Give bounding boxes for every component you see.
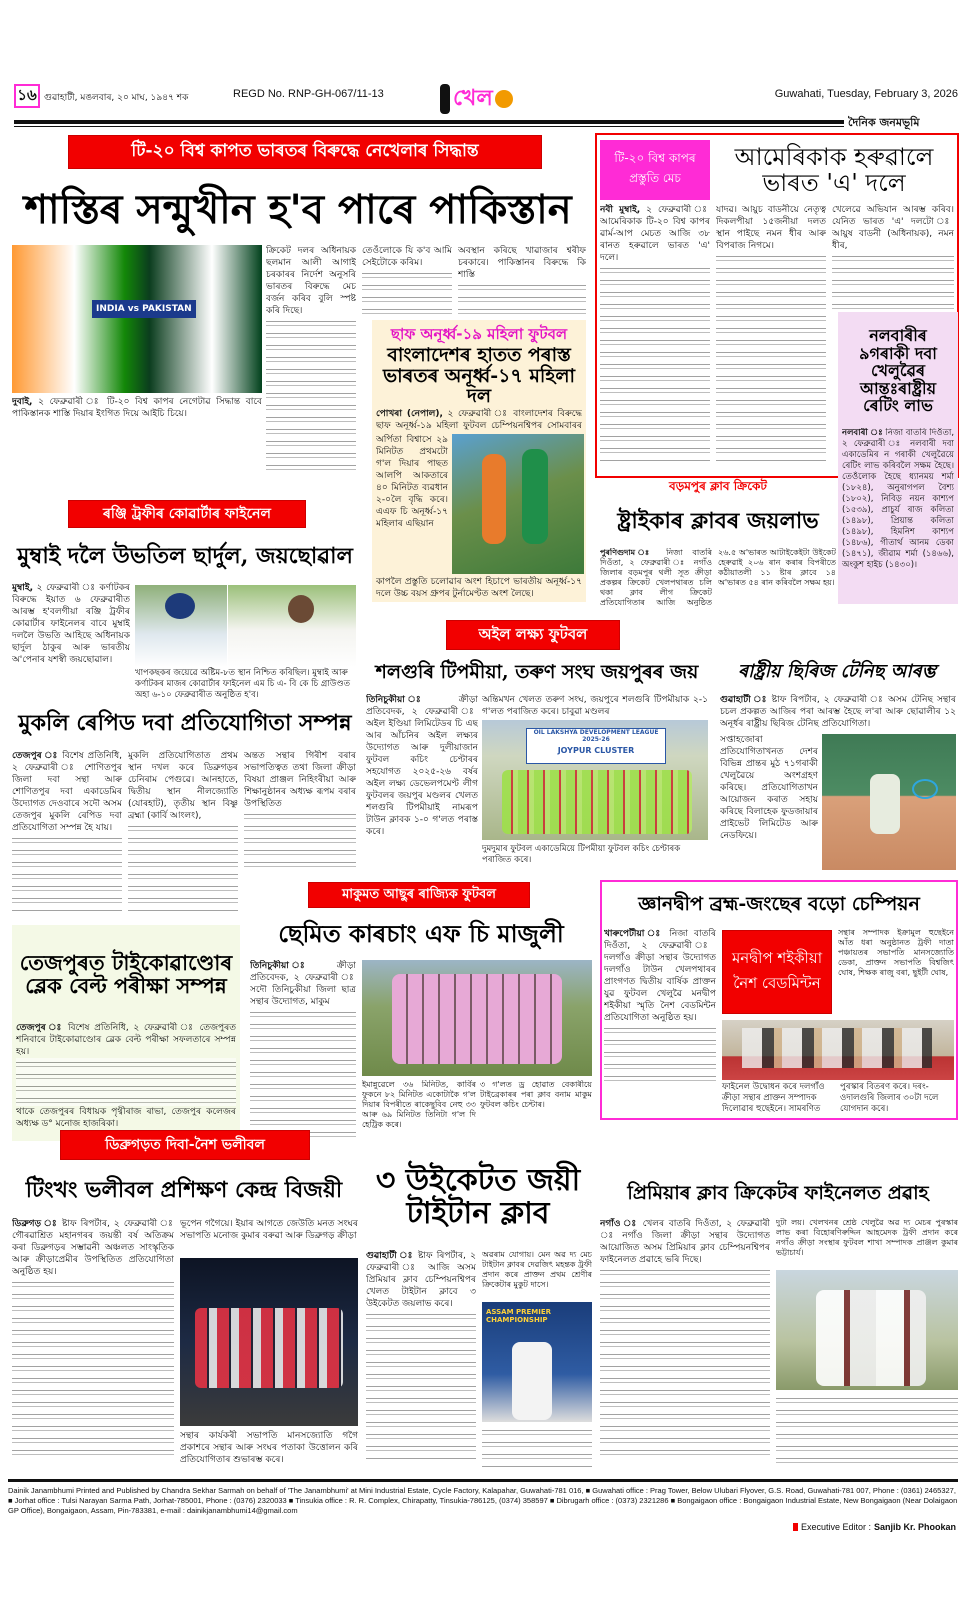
players-group — [742, 1028, 932, 1068]
lead-text: ষ্টাফ ৰিপৰ্টাৰ, ২ ফেব্ৰুৱাৰী ঃ আজি অসম প্ৰিমিয়াৰ ক্লাব চেম্পিয়নশ্বিপৰ খেলত টাইটান ক্লাবে ৩ উইকেটত জয়লাভ কৰে। — [366, 1251, 476, 1309]
shardul-photo — [228, 585, 356, 667]
oil-kicker: অইল লক্ষ্য ফুটবল — [446, 620, 620, 650]
gyandeep-sidebox: মনদ্বীপ শইকীয়া নৈশ বেডমিন্টন — [722, 930, 832, 1014]
dateline: নগাঁও ঃ — [600, 1219, 639, 1229]
header-rule-thin — [14, 126, 844, 127]
editor-name: Sanjib Kr. Phookan — [873, 1522, 956, 1532]
body-text: খেলেৱে অভিযান আৰম্ভ কৰিব। যেনিত ভাৰত 'এ' দলটো ঃ আয়ুষ বাডনী (অধিনায়ক), নমন ধীৰ, — [832, 205, 954, 251]
lead-text: ২ ফেব্ৰুৱাৰী ঃ আমেৰিকাক টি-২০ বিশ্ব কাপৰ ৱাৰ্ম-আপ মেচত আজি ৩৮ ৰানত হৰুৱালে ভাৰত 'এ' দলে। — [600, 205, 710, 263]
usa-col3 — [832, 204, 954, 310]
player-orange — [482, 454, 506, 544]
lead-text: নিজা বাতৰি দিওঁতা, ২ ফেব্ৰুৱাৰী ঃ দলগাঁও ক্ৰীড়া সন্থাৰ উদ্যোগত দলগাঁও টাউন খেলপথাৰৰ প্ৰাংগণত দ্বিতীয় বাৰ্ষিক প্ৰাক্তন যুৱ ফুটবল খেলুৱৈ মনদ্বীপ শইকীয়া স্মৃতি নৈশ বেডমিন্টন প্ৰতিযোগিতা অনুষ্ঠিত হয়। — [604, 929, 716, 1023]
editor-label: Executive Editor : — [800, 1522, 871, 1532]
dibrugarh-kicker: ডিব্ৰুগড়ত দিবা-নৈশ ভলীবল — [60, 1130, 310, 1160]
makum-team-photo — [362, 960, 592, 1076]
titan-col1 — [366, 1250, 476, 1470]
gyandeep-col2: সন্থাৰ সম্পাদক ইক্ৰামুল হুছেইনে আঁত ধৰা অনুষ্ঠানত ট্ৰফী দাতা পঞ্চায়তৰ সভাপতি মানসজ্যোতি ডেকা, প্ৰাক্তন সভাপতি বিশ্বজিৎ ঘোষ, শিক্ষক ৰাজু বৰা, ছুইটী ঘোষ, — [838, 928, 954, 977]
lead-text: ক্ৰীড়া প্ৰতিবেদক, ২ ফেব্ৰুৱাৰী ঃ অইল ইণ্ডিয়া লিমিটেডৰ চি এছ আৰ আঁচনিৰ অইল লক্ষ্যৰ উদ্যোগত আৰু দুলীয়াজান ফুটবল কচিং চেণ্টাৰৰ সহযোগত ২০২৫-২৬ বৰ্ষৰ অইল লক্ষ্য ডেভেলপমেণ্ট লীগ ফুটবলৰ জয়পুৰ মণ্ডলৰ খেলত শলগুৰি টিপমীয়াই নামৰূপ টাউন ক্লাবক ১-০ গ'লত পৰাস্ত কৰে। — [366, 695, 478, 837]
usa-kicker: টি-২০ বিশ্ব কাপৰ প্ৰস্তুতি মেচ — [600, 140, 710, 200]
body-text: থাকে তেজপুৰৰ বিধায়ক পৃথ্বীৰাজ ৰাভা, তেজপুৰ কলেজৰ অধ্যক্ষ ড° মনোজ হাজৰিকা। — [16, 1107, 236, 1129]
lead-text: ২ ফেব্ৰুৱাৰী ঃ টি-২০ বিশ্ব কাপৰ নেগেটাৱ সিদ্ধান্ত বাবে পাকিস্তানক শাস্তি দিয়াৰ ইংগিত দিয়ে আইচি চিয়ে। — [12, 397, 262, 419]
league-banner-title: OIL LAKSHYA DEVELOPMENT LEAGUE 2025-26 — [533, 729, 659, 743]
player-head — [288, 595, 314, 623]
imprint-line: Dainik Janambhumi Printed and Published by Chandra Sekhar Sarmah on behalf of 'The Janambhumi' at Mini Industrial Estate, Cycle Factory, Kalapahar, Guwahati-781 016, ■ Guwahati office : Prag Tower, Below Ulubari Flyover, G.S. Road, Guwahati-781 007, Phone : (0361) 2465327, ■ Jorhat office : Tulsi Narayan Sarma Path, Jorhat-785001, Phone : (0376) 2320033 ■ Tinsukia office : R. R. Complex, Chirapatty, Tinsukia-786125, (0374) 358597 ■ Dibrugarh office : (0373) 2321286 ■ Bongaigaon office : Bongaigaon Industrial Estate, New Bongaigaon (Near Dolaigaon GP Office), Bongaigaon, Assam, Pin-783381, e-mail : dainikjanambhumi14@gmail.com — [8, 1486, 958, 1515]
saff-foot: কাপলৈ প্ৰস্তুতি চলোৱাৰ অংশ হিচাপে ভাৰতীয় অনূৰ্ধ্ব-১৭ দলে উচ্চ বয়স গ্ৰুপৰ টুৰ্নামেণ্টত অংশ লৈছে। — [376, 577, 582, 599]
boramgaon-headline[interactable]: ষ্ট্ৰাইকাৰ ক্লাবৰ জয়লাভ — [617, 507, 819, 534]
dateline: তিনিচুকীয়া ঃ — [250, 961, 320, 971]
dateline: নবী মুম্বাই, — [600, 205, 641, 215]
pak-kicker-banner: টি-২০ বিশ্ব কাপত ভাৰতৰ বিৰুদ্ধে নেখেলাৰ সিদ্ধান্ত — [68, 135, 542, 169]
red-square-icon — [793, 1523, 798, 1531]
titan-col2-text — [482, 1426, 592, 1470]
dateline: তিনিচুকীয়া ঃ — [366, 695, 439, 705]
gyandeep-foot2: পুৰস্কাৰ বিতৰণ কৰে। দৰং-ওদালগুৰি জিলাৰ ৩০টা দলে যোগদান কৰে। — [840, 1082, 939, 1114]
body-text: মুকলি প্ৰতিযোগিতাত প্ৰথম স্থান দখল কৰে ডিব্ৰুগড়ৰ চেনিৰাম পেগুৱে। আনহাতে, দ্বিতীয় স্থান নীলজ্যোতি (যোৰহাট), তৃতীয় স্থান বিষ্ণু ব্ৰহ্মা (কাৰ্বি আংলং), — [128, 751, 238, 821]
cricketer-icon — [440, 84, 450, 114]
dateline: পুৰণিগুদাম ঃ — [600, 548, 657, 557]
pak-body-col2 — [266, 245, 356, 471]
lead-text: ক্ৰীড়া প্ৰতিবেদক, ২ ফেব্ৰুৱাৰী ঃ সদৌ তিনিচুকীয়া জিলা ছাত্ৰ সন্থাৰ উদ্যোগত, মাকুম — [250, 961, 356, 1007]
body-text: তেওঁলোকে যি ক'ব আমি সেইটোকে কৰিম। — [362, 246, 452, 268]
khel-section-logo — [440, 82, 530, 116]
pak-headline[interactable]: শাস্তিৰ সন্মুখীন হ'ব পাৰে পাকিস্তান — [24, 186, 572, 233]
dibrugarh-col1 — [12, 1218, 174, 1470]
chess-col2 — [128, 750, 238, 922]
body-text: ক্ৰিকেট দলৰ অধিনায়ক ছলমান আলী আগাই চৰকাৰৰ নিৰ্দেশ অনুসৰি ভাৰতৰ বিৰুদ্ধে মেচ বৰ্জন কৰিব বুলি স্পষ্ট কৰি দিছে। — [266, 246, 356, 316]
registration-number: REGD No. RNP-GH-067/11-13 — [233, 88, 384, 100]
saff-side: অৰ্পিতা বিশ্বাসে ২৯ মিনিটত প্ৰথমটো গ'ল দিয়াৰ পাছত আলপি আকতাৰে ৪০ মিনিটত ব্যৱধান ২-০লৈ বৃদ্ধি কৰে। এএফ চি অনূৰ্ধ্ব-১৭ মহিলাৰ এছিয়ান — [376, 435, 448, 529]
oil-col1 — [366, 694, 478, 866]
pak-body-col1 — [12, 396, 262, 472]
dibrugarh-col2: ভূপেন গগৈয়ে। ইয়াৰ আগতে জেউতি মনত সংঘৰ সভাপতি মনোজ কুমাৰ বৰুৱা আৰু ডিব্ৰুগড় ক্ৰীড়া — [180, 1219, 358, 1241]
titan-award-photo — [482, 1302, 592, 1422]
boramgaon-kicker: বড়মপুৰ ক্লাব ক্ৰিকেট — [669, 479, 767, 494]
makum-kicker: মাকুমত আছুৰ ৰাজ্যিক ফুটবল — [308, 882, 530, 908]
premier-col2: দুটা লয়। খেলখনৰ শ্ৰেষ্ঠ খেলুৱৈ অৱ দ্য মেচৰ পুৰস্কাৰ লাভ কৰা বিহোৰণিৰুদ্দিন আহমেদক ট্ৰফী প্ৰদান কৰে নগাঁও ক্ৰীড়া সংস্থাৰ ফুটবল শাখা সম্পাদক প্ৰাঞ্জল কুমাৰ ভট্টাচাৰ্য। — [776, 1218, 958, 1257]
jaiswal-photo — [135, 585, 227, 667]
titan-col2: অৱৰাম যোগায়। মেন অৱ দ্য মেচ টাইটান ক্লাবৰ দেৱজিৎ মহন্তক ট্ৰফী প্ৰদান কৰে প্ৰাক্তন প্ৰথম শ্ৰেণীৰ ক্ৰিকেটাৰ মুকুট দাসে। — [482, 1250, 592, 1289]
dateline: মুম্বাই, — [12, 583, 34, 593]
player-body — [870, 774, 900, 834]
dateline: তেজপুৰ ঃ — [12, 751, 59, 761]
dateline: গুৱাহাটী ঃ — [366, 1251, 414, 1261]
paper-name: দৈনিক জনমভূমি — [848, 116, 920, 129]
pak-body-col3 — [362, 245, 452, 317]
ranji-kicker: ৰঞ্জি ট্ৰফীৰ কোৱাৰ্টাৰ ফাইনেল — [68, 500, 306, 528]
ranji-headline[interactable]: মুম্বাই দলৈ উভতিল ছাৰ্দুল, জয়ছোৱাল — [17, 542, 353, 569]
lead-text: ২ ফেব্ৰুৱাৰী ঃ বাংলাদেশৰ বিৰুদ্ধে ছাফ অনূৰ্ধ্ব-১৯ মহিলা ফুটবল চেম্পিয়নশ্বিপৰ সোমবাৰৰ — [376, 409, 582, 431]
oil-col2: অন্তিমখন খেলত তৰুণ সংঘ, জয়পুৰে শলগুৰি টিপমীয়াক ২-১ গ'লত পৰাজিত কৰে। চাবুৱা মণ্ডলৰ — [482, 695, 708, 717]
india-pakistan-ticket-image — [12, 245, 262, 393]
titan-headline[interactable]: ৩ উইকেটত জয়ী টাইটান ক্লাব — [375, 1163, 581, 1231]
helmet-cap — [165, 593, 195, 619]
championship-banner-text: ASSAM PREMIER CHAMPIONSHIP — [486, 1308, 552, 1324]
dateline: পোখৰা (নেপাল), — [376, 409, 443, 419]
oil-team-photo — [482, 720, 708, 840]
players-group — [392, 974, 562, 1064]
oil-caption: দুমদুমাৰ ফুটবল একাডেমিয়ে টিপমীয়া ফুটবল কচিং চেণ্টাৰক পৰাজিত কৰে। — [482, 844, 681, 865]
taekwondo-body — [16, 1022, 236, 1140]
lead-text: ষ্টাফ ৰিপৰ্টাৰ, ২ ফেব্ৰুৱাৰী ঃ অসম টেনিছ সন্থাৰ চচল প্ৰকল্পত আজিৰ পৰা আৰম্ভ হৈছে ল'ৰা আৰু ছোৱালীৰ ১২ অনূৰ্ধৰ ৰাষ্ট্ৰীয় ছিৰিজ টেনিছ প্ৰতিযোগিতা। — [720, 695, 956, 729]
saff-kicker: ছাফ অনূৰ্ধ্ব-১৯ মহিলা ফুটবল — [390, 324, 568, 343]
dateline: গুৱাহাটী ঃ — [720, 695, 768, 705]
lead-text: ষ্টাফ ৰিপৰ্টাৰ, ২ ফেব্ৰুৱাৰী ঃ গৌৰৱাশ্ৰিত মহানগৰৰ জয়ন্তী বৰ্ষ অতিক্ৰম কৰা ডিব্ৰুগড়ৰ সম্ভাৱনী অঞ্চলত সাংস্কৃতিক আৰু ক্ৰীড়াপ্ৰেমীৰ উপস্থিতিত প্ৰতিযোগিতা অনুষ্ঠিত হয়। — [12, 1219, 174, 1277]
body-text: অন্তত সন্থাৰ গিৰীশ বৰাৰ সভাপতিত্বত তথা জিলা ক্ৰীড়া বিষয়া প্ৰাঞ্জল নিহিংৰীয়া আৰু শিক্ষানুষ্ঠানৰ অধ্যক্ষ ৰূপম বৰাৰ উপস্থিতিত — [244, 751, 356, 809]
logo-text: খেল — [453, 85, 493, 111]
ranji-body — [12, 582, 130, 692]
date-assamese: গুৱাহাটী, মঙলবাৰ, ২০ মাঘ, ১৯৪৭ শক — [44, 93, 189, 103]
lead-text: ২ ফেব্ৰুৱাৰী ঃ কৰ্ণাটকৰ বিৰুদ্ধে ইয়াত ৬ ফেব্ৰুৱাৰীত আৰম্ভ হ'বলগীয়া ৰঞ্জি ট্ৰফীৰ কোৱাৰ্টাৰ ফাইনেলৰ বাবে মুম্বাই দললৈ উভতি আহিছে অধিনায়ক ছাৰ্দুল ঠাকুৰ আৰু ভাৰতীয় অ'পেনাৰ যশস্বী জয়ছোৱাল। — [12, 583, 130, 665]
usa-col1 — [600, 204, 710, 470]
pak-body-col4 — [458, 245, 586, 317]
tennis-lead — [720, 694, 956, 732]
players-group — [195, 1308, 343, 1388]
gyandeep-col1 — [604, 928, 716, 1116]
dibrugarh-headline[interactable]: টিংখং ভলীবল প্ৰশিক্ষণ কেন্দ্ৰ বিজয়ী — [25, 1176, 343, 1203]
taekwondo-headline[interactable]: তেজপুৰত টাইকোৱাণ্ডোৰ ব্লেক বেল্ট পৰীক্ষা সম্পন্ন — [19, 949, 233, 998]
premier-award-photo — [776, 1270, 958, 1390]
ticket-label: INDIA vs PAKISTAN — [92, 300, 196, 318]
date-english: Guwahati, Tuesday, February 3, 2026 — [774, 88, 958, 100]
ranji-caption: খাপকছকৰ জয়েৱে অষ্টিম-৮ত স্থান নিশ্চিত কৰিছিল। মুম্বাই আৰু কৰ্ণাটকৰ মাজৰ কোৱাৰ্টাৰ ফাইনেল এম চি এ- বি কে চি গ্ৰাউণ্ডত অহা ৬-১০ ফেব্ৰুৱাৰীত অনুষ্ঠিত হ'ব। — [135, 668, 350, 700]
makum-headline[interactable]: ছেমিত কাৰচাং এফ চি মাজুলী — [278, 918, 564, 948]
saff-headline[interactable]: বাংলাদেশৰ হাতত পৰাস্ত ভাৰতৰ অনূৰ্ধ্ব-১৭ মহিলা দল — [382, 343, 576, 408]
dateline: দুবাই, — [12, 397, 33, 407]
boramgaon-col2: ২৬.৫ অ'ভাৰত আটাইকেইটা উইকেট হেৰুৱাই ২০৬ ৰান কৰাৰ বিপৰীতে কঠীয়াতলী ১১ ষ্টাৰ ক্লাবে ১৪ অ'ভাৰত ৫৪ ৰান কৰিবলৈ সক্ষম হয়। — [718, 548, 836, 587]
lead-text: নিজা বাতৰি দিওঁতা, ২ ফেব্ৰুৱাৰী ঃ নগাঁও জিলাৰ বড়মপুৰ থলী সূত ক্ৰীড়া প্ৰকল্পৰ ক্ৰিকেট খেলপথাৰত চলি থকা ক্লাব লীগ ক্ৰিকেট প্ৰতিযোগিতাৰ আজি অনুষ্ঠিত — [600, 548, 712, 606]
volleyball-team-photo — [180, 1258, 358, 1426]
body-text: যাদৱ। আয়ুচ বাডনীয়ে নেতৃত্ব দিকলপীয়া ১৫জনীয়া দলত স্থান পাইছে নমন ধীৰ আৰু বিপৰাজ নিগমে। — [716, 205, 826, 251]
player-figure — [512, 1342, 552, 1420]
dateline: ডিব্ৰুগড় ঃ — [12, 1219, 58, 1229]
boramgaon-col1 — [600, 548, 712, 606]
gyandeep-foot1: ফাইনেল উদ্বোধন কৰে দলগাঁও ক্ৰীড়া সন্থাৰ প্ৰাক্তন সম্পাদক দিলোৱাৰ হুছেইনে। সামৰণিত — [722, 1082, 825, 1114]
league-banner-sub: JOYPUR CLUSTER — [557, 746, 635, 755]
league-banner — [526, 728, 666, 764]
dateline: খাৰুপেটীয়া ঃ — [604, 929, 664, 939]
gyandeep-headline[interactable]: জ্ঞানদ্বীপ ব্ৰহ্ম-জংছেৰ বড়ো চেম্পিয়ন — [638, 892, 920, 915]
saff-lead — [376, 408, 582, 432]
tennis-player-photo — [822, 734, 956, 870]
body-text: অবস্থান কৰিছে খাৱাজাৰ শ্বৰীফ চৰকাৰে। পাকিস্তানৰ বিৰুদ্ধে কি শাস্তি — [458, 246, 586, 280]
nalbari-headline[interactable]: নলবাৰীৰ ৯গৰাকী দবা খেলুৱৈৰ আন্তঃৰাষ্ট্ৰীয় ৰেটিং লাভ — [859, 326, 937, 416]
players-group — [502, 770, 692, 834]
tennis-headline[interactable]: ৰাষ্ট্ৰীয় ছিৰিজ টেনিছ আৰম্ভ — [737, 661, 937, 683]
header-rule — [14, 120, 844, 124]
usa-headline[interactable]: আমেৰিকাক হৰুৱালে ভাৰত 'এ' দলে — [734, 142, 934, 197]
lead-text: খেলৰ বাতৰি দিওঁতা, ২ ফেব্ৰুৱাৰী ঃ নগাঁও জিলা ক্ৰীড়া সন্থাৰ উদ্যোগত আয়োজিত অসম প্ৰিমিয়াৰ ক্লাব চেম্পিয়নশ্বিপৰ ফাইনেলত প্ৰৱাহে ভৰি দিছে। — [600, 1219, 770, 1265]
premier-col1 — [600, 1218, 770, 1470]
usa-col2 — [716, 204, 826, 470]
dateline: তেজপুৰ ঃ — [16, 1023, 64, 1033]
makum-col1 — [250, 960, 356, 1140]
dibrugarh-foot: সন্থাৰ কাৰ্যকৰী সভাপতি মানসজ্যোতি গগৈ প্ৰকাশৰে সন্থাৰ আৰু সংঘৰ পতাকা উত্তোলন কৰি প্ৰতিযোগিতাৰ শুভাৰম্ভ কৰে। — [180, 1431, 358, 1465]
premier-headline[interactable]: প্ৰিমিয়াৰ ক্লাব ক্ৰিকেটৰ ফাইনেলত প্ৰৱাহ — [627, 1181, 929, 1204]
oil-headline[interactable]: শলগুৰি টিপমীয়া, তৰুণ সংঘ জয়পুৰৰ জয় — [375, 660, 699, 683]
players-group — [816, 1290, 926, 1386]
lead-text: বিশেষ প্ৰতিনিধি, ২ ফেব্ৰুৱাৰী ঃ শোণিতপুৰ জিলা দবা সন্থা আৰু শোণিতপুৰ দবা একাডেমিৰ উদ্যোগত দেওবাৰে সদৌ অসম তেজপুৰ মুকলি ৰেপিড দবা প্ৰতিযোগিতা সম্পন্ন হৈ যায়। — [12, 751, 122, 833]
racket-icon — [912, 779, 938, 799]
ball-icon — [495, 90, 513, 108]
page-number: ১৬ — [14, 84, 40, 108]
premier-col2-text — [776, 1394, 958, 1470]
lead-text: নিজা বাতৰি দিওঁতা, ২ ফেব্ৰুৱাৰী ঃ নলবাৰী দবা একাডেমিৰ ন গৰাকী খেলুৱৈয়ে ৰেটিং লাভ কৰিবলৈ সক্ষম হৈছে। — [842, 428, 954, 471]
nalbari-body — [842, 428, 954, 602]
football-match-image — [452, 434, 584, 574]
makum-col2: ইমান্নুৱেলে ৩৬ মিনিটত, কাৰ্বিৰ ফুকনে ৮২ মিনিটত একোটাকৈ গ'ল দিয়াৰ বিপৰীতে ৰাকেছুবিব নেহু ৩৩ আৰু ৬৯ মিনিটত তিনিটা গ'ল দি হেট্ৰিক কৰে। — [362, 1080, 476, 1129]
makum-col3: ৩ গ'লত ড্ৰ হোৱাত বেকাৰীয়ে টাইব্ৰেকাৰৰ পৰা ক্লাব বনাম মাকুম ফুটবল কচিং চেন্টাৰ। — [480, 1080, 592, 1109]
player-list: তেওঁলোক হৈছে ধ্যানময় শৰ্মা (১৮২৪), অনুৰাগপল বৈশ্য (১৮০২), নিবিড় নয়ন কাশ্যপ (১৫৩৯), প্ৰাচুৰ্য ৰাজ কলিতা (১৪৯৮), প্ৰিয়ান্ত কলিতা (১৪৯৮), হিমনিশ কাশ্যপ (১৪৮৬), গীতাৰ্থ আনম ডেকা (১৪৭১), জীৱাম শৰ্মা (১৪৬৬), অংকুশ হাইচ (১৪৩০)। — [842, 472, 954, 570]
player-green — [522, 449, 548, 544]
footer-rule — [8, 1479, 958, 1482]
chess-headline[interactable]: মুকলি ৰেপিড দবা প্ৰতিযোগিতা সম্পন্ন — [18, 709, 352, 736]
chess-col3 — [244, 750, 356, 880]
executive-editor — [793, 1522, 956, 1532]
badminton-winners-photo — [722, 1020, 954, 1080]
lead-text: বিশেষ প্ৰতিনিধি, ২ ফেব্ৰুৱাৰী ঃ তেজপুৰত শনিবাৰে টাইকোৱাণ্ডোৰ ব্লেক বেল্ট পৰীক্ষা সফলতাৰে সম্পন্ন হয়। — [16, 1023, 236, 1057]
tennis-col: সপ্তাহজোৰা প্ৰতিযোগিতাখনত দেশৰ বিভিন্ন প্ৰান্তৰ মুঠ ৭১গৰাকী খেলুৱৈয়ে অংশগ্ৰহণ কৰিছে। প্ৰতিযোগিতাখন আয়োজন কৰাত সহায় কৰিছে বিলাহেক ফুডজায়াৰ প্ৰাইভেট লিমিটেড আৰু নেডফিয়ে। — [720, 735, 818, 841]
chess-col1 — [12, 750, 122, 922]
dateline: নলবাৰী ঃ — [842, 428, 883, 438]
